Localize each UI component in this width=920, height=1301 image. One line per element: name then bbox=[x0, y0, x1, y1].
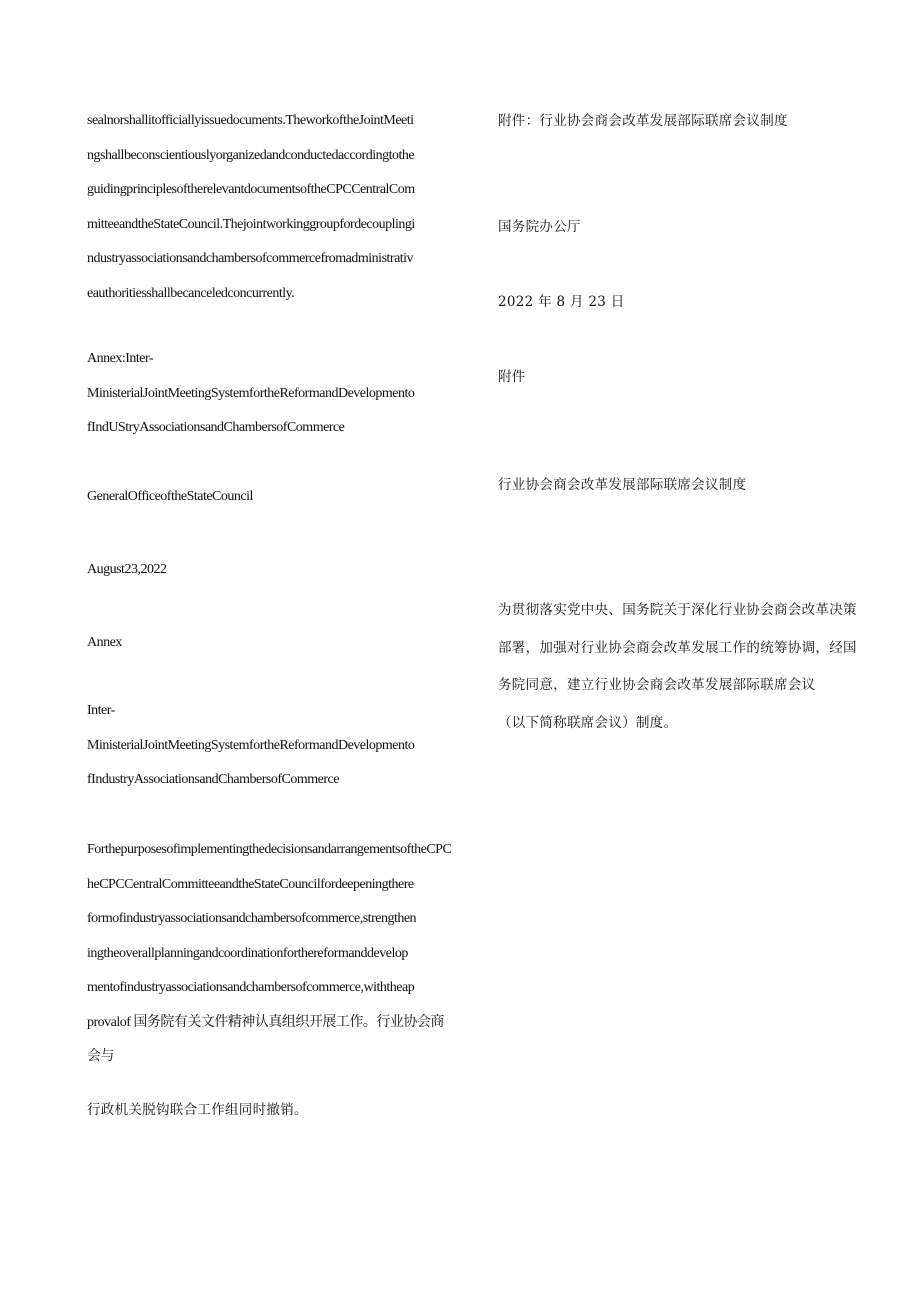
right-annex-ref-text: 附件：行业协会商会改革发展部际联席会议制度 bbox=[498, 113, 788, 129]
left-date-text: August23,2022 bbox=[87, 562, 167, 577]
left-intro-paragraph bbox=[87, 104, 487, 311]
left-intro-line: ngshallbeconscientiouslyorganizedandconductedaccordingtothe bbox=[87, 147, 415, 163]
right-annex-heading-text: 附件 bbox=[498, 369, 526, 385]
left-trailing-text bbox=[87, 1092, 308, 1130]
left-body-paragraph bbox=[87, 833, 487, 1075]
right-issuer-text: 国务院办公厅 bbox=[498, 219, 581, 235]
right-issuer bbox=[498, 209, 581, 247]
left-title-line: fIndustryAssociationsandChambersofCommerce bbox=[87, 772, 339, 787]
left-body-line: 会与 bbox=[87, 1049, 114, 1064]
left-annex-title bbox=[87, 694, 487, 798]
left-annex-reference bbox=[87, 342, 487, 446]
left-body-line: ingtheoverallplanningandcoordinationforthereformanddevelop bbox=[87, 945, 408, 961]
left-body-line: mentofindustryassociationsandchambersofcommerce,withtheap bbox=[87, 980, 415, 995]
right-body-line: 务院同意，建立行业协会商会改革发展部际联席会议 bbox=[498, 677, 816, 693]
right-title-text: 行业协会商会改革发展部际联席会议制度 bbox=[498, 477, 747, 493]
left-annex-ref-line: MinisterialJointMeetingSystemfortheReformandDevelopmento bbox=[87, 385, 415, 401]
right-body-paragraph bbox=[498, 592, 898, 742]
right-date bbox=[498, 284, 625, 322]
right-body-line: （以下简称联席会议）制度。 bbox=[498, 714, 678, 731]
right-annex-title bbox=[498, 467, 746, 505]
left-intro-line: sealnorshallitofficiallyissuedocuments.TheworkoftheJointMeeti bbox=[87, 113, 414, 128]
right-date-text: 2022 年 8 月 23 日 bbox=[498, 294, 625, 310]
left-annex-ref-line: Annex:Inter- bbox=[87, 351, 154, 366]
right-annex-heading bbox=[498, 359, 526, 397]
left-issuer bbox=[87, 480, 487, 515]
left-intro-line: ndustryassociationsandchambersofcommercefromadministrativ bbox=[87, 251, 414, 266]
left-issuer-text: GeneralOfficeoftheStateCouncil bbox=[87, 489, 253, 504]
left-body-line: provalof 国务院有关文件精神认真组织开展工作。行业协会商 bbox=[87, 1014, 444, 1030]
left-body-line: ForthepurposesofimplementingthedecisionsandarrangementsoftheCPC bbox=[87, 842, 452, 857]
left-intro-line: mitteeandtheStateCouncil.Thejointworkinggroupfordecouplingi bbox=[87, 216, 415, 232]
left-date bbox=[87, 553, 487, 588]
left-title-line: Inter- bbox=[87, 703, 115, 718]
right-body-line: 部署，加强对行业协会商会改革发展工作的统筹协调，经国 bbox=[498, 639, 857, 656]
right-annex-reference bbox=[498, 103, 788, 141]
left-annex-ref-line: fIndUStryAssociationsandChambersofCommerce bbox=[87, 420, 345, 435]
left-trailing-line: 行政机关脱钩联合工作组同时撤销。 bbox=[87, 1102, 308, 1118]
left-body-line: heCPCCentralCommitteeandtheStateCouncilfordeepeningthere bbox=[87, 876, 414, 892]
right-body-line: 为贯彻落实党中央、国务院关于深化行业协会商会改革决策 bbox=[498, 602, 857, 618]
left-title-line: MinisterialJointMeetingSystemfortheReformandDevelopmento bbox=[87, 737, 415, 753]
left-intro-line: eauthoritiesshallbecanceledconcurrently. bbox=[87, 285, 295, 301]
left-body-line: formofindustryassociationsandchambersofcommerce,strengthen bbox=[87, 911, 417, 926]
left-intro-line: guidingprinciplesoftherelevantdocumentsoftheCPCCentralCom bbox=[87, 182, 415, 197]
left-annex-heading-text: Annex bbox=[87, 635, 122, 650]
left-annex-heading bbox=[87, 626, 487, 661]
